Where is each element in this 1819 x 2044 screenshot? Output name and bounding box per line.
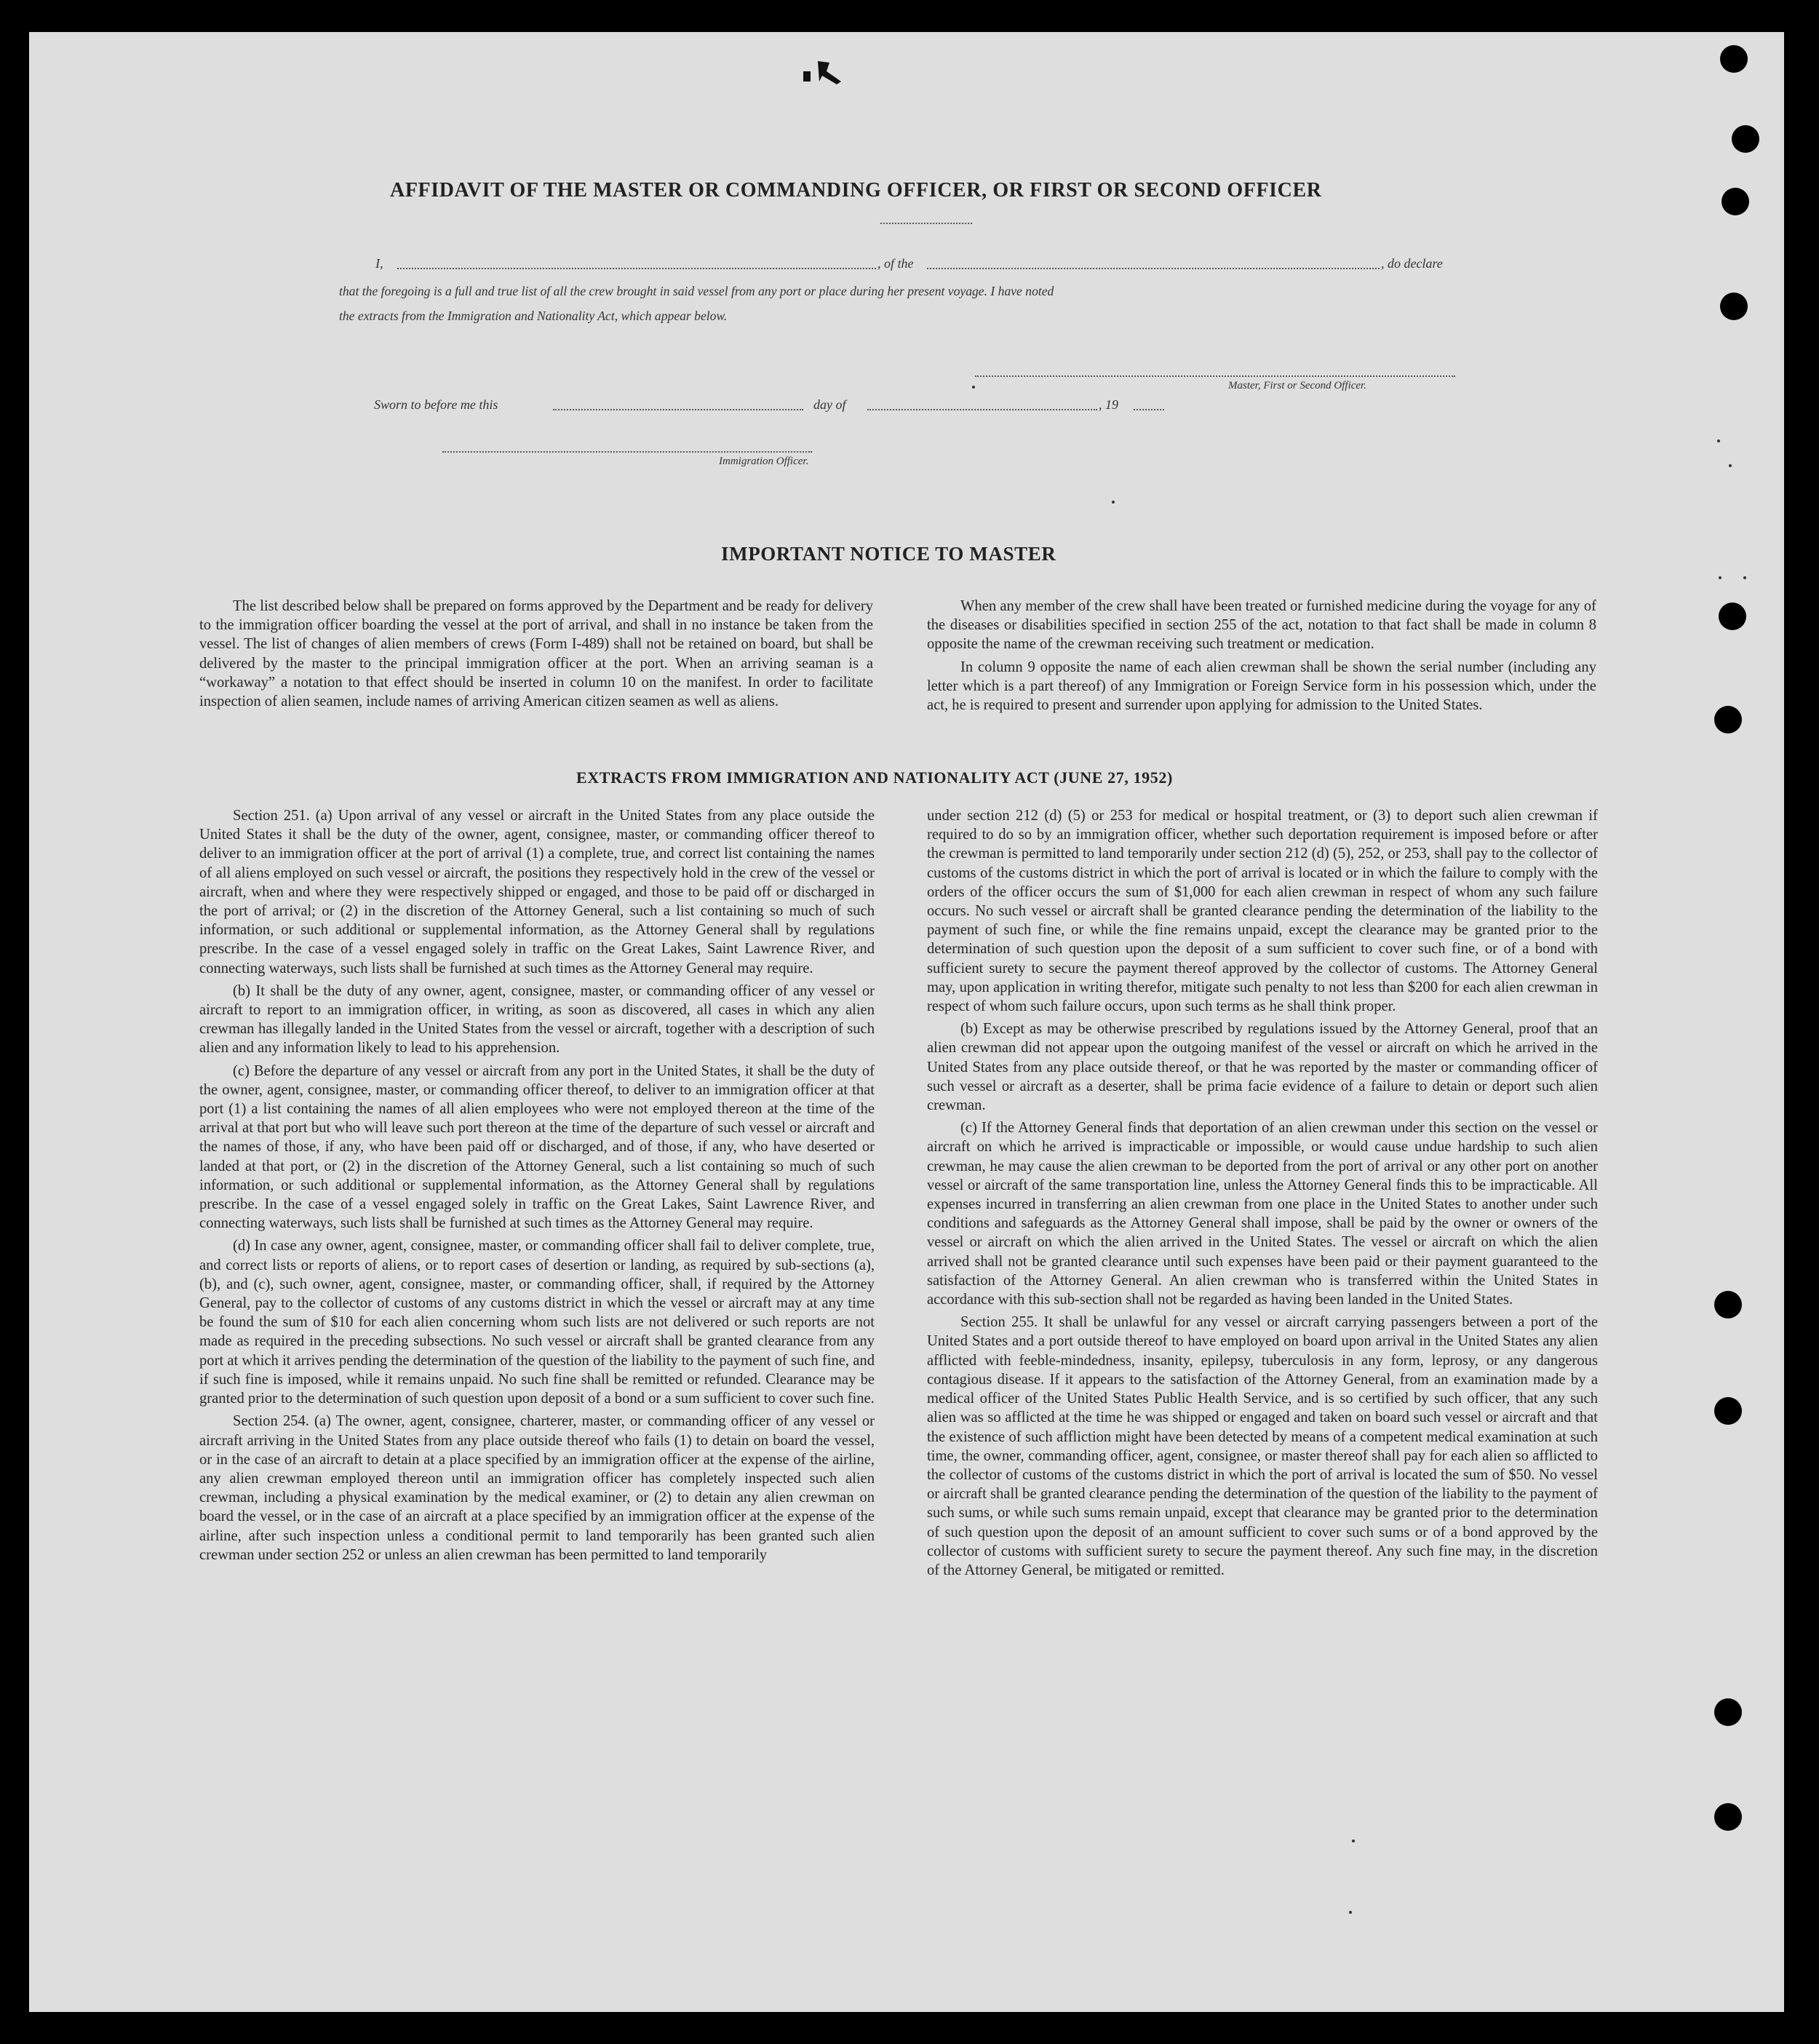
year-label: , 19	[1099, 397, 1118, 412]
extracts-title: EXTRACTS FROM IMMIGRATION AND NATIONALITY ACT (JUNE 27, 1952)	[576, 768, 1173, 787]
punch-hole	[1714, 1698, 1742, 1726]
notice-right-paragraph-1: When any member of the crew shall have been treated or furnished medicine during the voyage for any of the diseases or disabilities specified in section 255 of the act, notation to that fact shall be made in column 8 opposite the name of the crewman receiving such treatment or medication.	[927, 598, 1596, 653]
speck	[1112, 501, 1115, 504]
officer-signature-line[interactable]	[442, 451, 812, 453]
punch-hole	[1720, 45, 1748, 73]
affidavit-line2: that the foregoing is a full and true list of all the crew brought in said vessel from any port or place during her present voyage. I have noted	[339, 284, 1054, 298]
speck	[1352, 1840, 1355, 1842]
section-255: Section 255. It shall be unlawful for any vessel or aircraft carrying passengers between a port of the United States and a port outside thereof to have employed on board upon arrival in the United States any alien afflicted with feeble-mindedness, insanity, epilepsy, tuberculosis in any form, leprosy, or any dangerous contagious disease. If it appears to the satisfaction of the Attorney General, from an examination made by a medical officer of the United States Public Health Service, and is so certified by such officer, that any such alien was so afflicted at the time he was shipped or engaged and taken on board such vessel or aircraft and that the existence of such affliction might have been detected by means of a competent medical examination at such time, the owner, commanding officer, agent, consignee, or master thereof shall pay for each alien so afflicted to the collector of customs of the customs district in which the port of arrival is located the sum of $50. No vessel or aircraft shall be granted clearance pending the determination of the question of the liability to the payment of such sums, or while such sums remain unpaid, except that clearance may be granted prior to the determination of such question upon the deposit of an amount sufficient to cover such sums or of a bond approved by the collector of customs with sufficient surety to secure the payment thereof. Any such fine may, in the discretion of the Attorney General, be mitigated or remitted.	[927, 1314, 1598, 1578]
title-underline	[880, 223, 972, 224]
notice-right-paragraph-2: In column 9 opposite the name of each alien crewman shall be shown the serial number (including any letter which is a part thereof) of any Immigration or Foreign Service form in his possession which, under the act, he is required to present and surrender upon applying for admission to the United States.	[927, 659, 1596, 714]
section-251-d: (d) In case any owner, agent, consignee, master, or commanding officer shall fail to deliver complete, true, and correct lists or reports of aliens, or to report cases of desertion or landing, as required by sub-sections (a), (b), and (c), such owner, agent, consignee, master, or commanding officer, shall, if required by the Attorney General, pay to the collector of customs of any customs district in which the vessel or aircraft may at any time be found the sum of $10 for each alien concerning whom such lists are not delivered or such reports are not made as required in the preceding subsections. No such vessel or aircraft shall be granted clearance from any port at which it arrives pending the determination of the question of the liability to the payment of such fine, and if such fine is imposed, while it remains unpaid. No such fine shall be remitted or refunded. Clearance may be granted prior to the determination of such question upon deposit of a bond or a sum sufficient to cover such fine.	[199, 1238, 875, 1407]
punch-hole	[1720, 293, 1748, 320]
speck	[1349, 1911, 1352, 1914]
form-page	[29, 32, 1784, 2012]
sworn-month-blank[interactable]	[867, 409, 1097, 410]
year-blank[interactable]	[1134, 409, 1164, 410]
punch-hole	[1732, 125, 1759, 153]
punch-hole	[1714, 1291, 1742, 1319]
section-251-b: (b) It shall be the duty of any owner, agent, consignee, master, or commanding officer of any vessel or aircraft to report to an immigration officer, in writing, as soon as discovered, all cases in which any alien crewman has illegally landed in the United States from the vessel or aircraft, together with a description of such alien and any information likely to lead to his apprehension.	[199, 982, 875, 1057]
master-signature-line[interactable]	[975, 375, 1455, 377]
affidavit-line3: the extracts from the Immigration and Nationality Act, which appear below.	[339, 309, 728, 323]
name-blank[interactable]	[397, 268, 876, 269]
punch-hole	[1714, 1397, 1742, 1425]
sworn-label: Sworn to before me this	[374, 397, 498, 412]
notice-title: IMPORTANT NOTICE TO MASTER	[721, 543, 1056, 565]
section-251-c: (c) Before the departure of any vessel or aircraft from any port in the United States, it shall be the duty of the owner, agent, consignee, master, or commanding officer thereof, to deliver to an immigration officer at that port (1) a list containing the names of all alien employees who were not employed thereon at the time of the arrival at that port but who will leave such port thereon at the time of the departure of such vessel or aircraft and the names of those, if any, who have been paid off or discharged, and of those, if any, who have deserted or landed at that port, or (2) in the discretion of the Attorney General, such a list containing so much of such information, or such additional or supplemental information, as the Attorney General shall by regulations prescribe. In the case of a vessel engaged solely in traffic on the Great Lakes, Saint Lawrence River, and connecting waterways, such lists shall be furnished at such times as the Attorney General may require.	[199, 1062, 875, 1232]
notice-left-column	[199, 597, 873, 715]
day-of-label: day of	[813, 397, 846, 412]
section-254-a-continued: under section 212 (d) (5) or 253 for medical or hospital treatment, or (3) to deport such alien crewman if required to do so by an immigration officer, whether such deportation requirement is imposed before or after the crewman is permitted to land temporarily under section 212 (d) (5), 252, or 253, shall pay to the collector of customs of the customs district in which the port of arrival is located or in which the failure to comply with the orders of the officer occurs the sum of $1,000 for each alien crewman in respect of whom any such failure occurs. No such vessel or aircraft shall be granted clearance pending the determination of the liability to the payment of such fine, or while the fine remains unpaid, except the clearance may be granted prior to the determination of such question upon the deposit of a sum sufficient to cover such fine, or of a bond with sufficient surety to secure the payment thereof approved by the collector of customs. The Attorney General may, upon application in writing therefor, mitigate such penalty to not less than $200 for each alien crewman in respect of whom such failure occurs, upon such terms as he shall think proper.	[927, 808, 1598, 1015]
punch-hole	[1722, 188, 1749, 215]
sworn-day-blank[interactable]	[553, 409, 803, 410]
extracts-left-column	[199, 806, 875, 1568]
section-254-a: Section 254. (a) The owner, agent, consignee, charterer, master, or commanding officer of any vessel or aircraft arriving in the United States from any place outside thereof who fails (1) to detain on board the vessel, or in the case of an aircraft to detain at a place specified by an immigration officer at the expense of the airline, any alien crewman employed thereon until an immigration officer has completely inspected such alien crewman, including a physical examination by the medical examiner, or (2) to detain any alien crewman on board the vessel, or in the case of an aircraft at a place specified by an immigration officer at the expense of the airline, after such inspection unless a conditional permit to land temporarily has been granted such alien crewman under section 252 or unless an alien crewman has been permitted to land temporarily	[199, 1413, 875, 1563]
speck	[972, 386, 975, 389]
vessel-blank[interactable]	[927, 268, 1380, 269]
speck	[1719, 576, 1722, 579]
punch-hole	[1719, 603, 1746, 630]
affidavit-of-the: , of the	[877, 256, 914, 271]
notice-right-column	[927, 597, 1596, 718]
affidavit-declare: , do declare	[1381, 256, 1443, 271]
speck	[1717, 440, 1720, 442]
extracts-right-column	[927, 806, 1598, 1583]
punch-hole	[1714, 1803, 1742, 1831]
notice-left-paragraph: The list described below shall be prepared on forms approved by the Department and be ready for delivery to the immigration officer boarding the vessel at the port of arrival, and shall in no instance be taken from the vessel. The list of changes of alien members of crews (Form I-489) shall not be retained on board, but shall be delivered by the master to the principal immigration officer at the port. When an arriving seaman is a “workaway” a notation to that effect should be inserted in column 10 on the manifest. In order to facilitate inspection of alien seamen, include names of arriving American citizen seamen as well as aliens.	[199, 598, 873, 710]
affidavit-i: I,	[375, 256, 383, 271]
speck	[1743, 576, 1746, 579]
section-254-c: (c) If the Attorney General finds that deportation of an alien crewman under this section on the vessel or aircraft on which he arrived is impracticable or impossible, or would cause undue hardship to such alien crewman, he may cause the alien crewman to be deported from the port of arrival or any other port on another vessel or aircraft of the same transportation line, unless the Attorney General finds this to be impracticable. All expenses incurred in transferring an alien crewman from one place in the United States to another under such conditions and safeguards as the Attorney General shall impose, shall be paid by the owner or owners of the vessel or aircraft on which the alien arrived in the United States. The vessel or aircraft on which the alien arrived shall not be granted clearance until such expenses have been paid or their payment guaranteed to the satisfaction of the Attorney General. An alien crewman who is transferred within the United States in accordance with this sub-section shall not be regarded as having been landed in the United States.	[927, 1120, 1598, 1308]
ink-mark	[800, 52, 844, 96]
speck	[1729, 464, 1732, 467]
affidavit-title: AFFIDAVIT OF THE MASTER OR COMMANDING OFFICER, OR FIRST OR SECOND OFFICER	[390, 179, 1322, 202]
section-251-a: Section 251. (a) Upon arrival of any vessel or aircraft in the United States from any place outside the United States it shall be the duty of the owner, agent, consignee, master, or commanding officer thereof to deliver to an immigration officer at the port of arrival (1) a complete, true, and correct list containing the names of all aliens employed on such vessel or aircraft, the positions they respectively hold in the crew of the vessel or aircraft, when and where they were respectively shipped or engaged, and those to be paid off or discharged in the port of arrival; or (2) in the discretion of the Attorney General, such a list containing so much of such information, or such additional or supplemental information, as the Attorney General shall by regulations prescribe. In the case of a vessel engaged solely in traffic on the Great Lakes, Saint Lawrence River, and connecting waterways, such lists shall be furnished at such times as the Attorney General may require.	[199, 808, 875, 977]
punch-hole	[1714, 706, 1742, 733]
section-254-b: (b) Except as may be otherwise prescribed by regulations issued by the Attorney General, proof that an alien crewman did not appear upon the outgoing manifest of the vessel or aircraft on which he arrived in the United States from any place outside thereof, or that he was reported by the master or commanding officer of such vessel or aircraft as a deserter, shall be prima facie evidence of a failure to detain or deport such alien crewman.	[927, 1021, 1598, 1114]
officer-label: Immigration Officer.	[719, 456, 809, 467]
master-label: Master, First or Second Officer.	[1228, 380, 1366, 391]
